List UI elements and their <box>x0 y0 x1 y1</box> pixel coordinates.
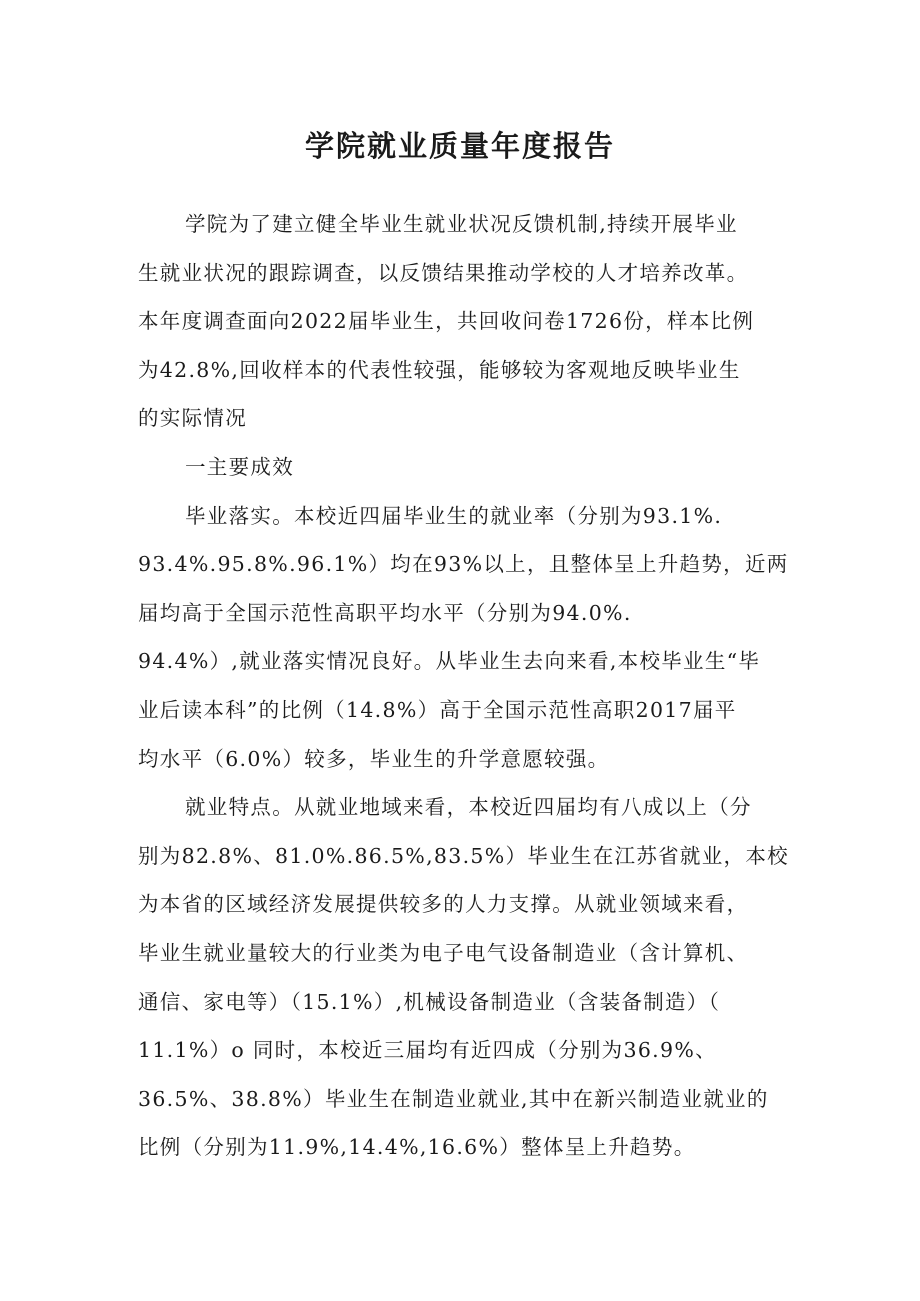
paragraph-line: 比例（分别为11.9%,14.4%,16.6%）整体呈上升趋势。 <box>138 1135 696 1160</box>
paragraph-line: 业后读本科”的比例（14.8%）高于全国示范性高职2017届平 <box>138 697 737 722</box>
paragraph-line: 为42.8%,回收样本的代表性较强，能够较为客观地反映毕业生 <box>138 357 741 382</box>
paragraph-line: 生就业状况的跟踪调查，以反馈结果推动学校的人才培养改革。 <box>138 260 749 285</box>
paragraph-line: 的实际情况 <box>138 406 247 431</box>
paragraph-line: 11.1%）o 同时，本校近三届均有近四成（分别为36.9%、 <box>138 1038 717 1063</box>
paragraph-line: 学院为了建立健全毕业生就业状况反馈机制,持续开展毕业 <box>185 212 738 236</box>
paragraph-line: 毕业落实。本校近四届毕业生的就业率（分别为93.1%. <box>185 503 723 528</box>
paragraph-line: 本年度调查面向2022届毕业生，共回收问卷1726份，样本比例 <box>138 309 755 334</box>
section-heading: 一主要成效 <box>185 454 294 479</box>
document-body <box>138 200 793 1172</box>
paragraph-line: 届均高于全国示范性高职平均水平（分别为94.0%. <box>138 600 632 625</box>
paragraph-line: 毕业生就业量较大的行业类为电子电气设备制造业（含计算机、 <box>138 940 749 965</box>
paragraph-line: 就业特点。从就业地域来看，本校近四届均有八成以上（分 <box>185 795 752 820</box>
paragraph-line: 为本省的区域经济发展提供较多的人力支撑。从就业领域来看， <box>138 892 749 917</box>
paragraph-line: 93.4%.95.8%.96.1%）均在93%以上，且整体呈上升趋势，近两 <box>138 552 789 577</box>
document-title: 学院就业质量年度报告 <box>304 129 615 163</box>
paragraph-line: 通信、家电等）（15.1%）,机械设备制造业（含装备制造）（ <box>138 989 721 1014</box>
paragraph-line: 别为82.8%、81.0%.86.5%,83.5%）毕业生在江苏省就业，本校 <box>138 843 789 868</box>
paragraph-line: 均水平（6.0%）较多，毕业生的升学意愿较强。 <box>138 746 610 771</box>
paragraph-line: 36.5%、38.8%）毕业生在制造业就业,其中在新兴制造业就业的 <box>138 1086 769 1111</box>
paragraph-line: 94.4%）,就业落实情况良好。从毕业生去向来看,本校毕业生“毕 <box>138 649 761 674</box>
